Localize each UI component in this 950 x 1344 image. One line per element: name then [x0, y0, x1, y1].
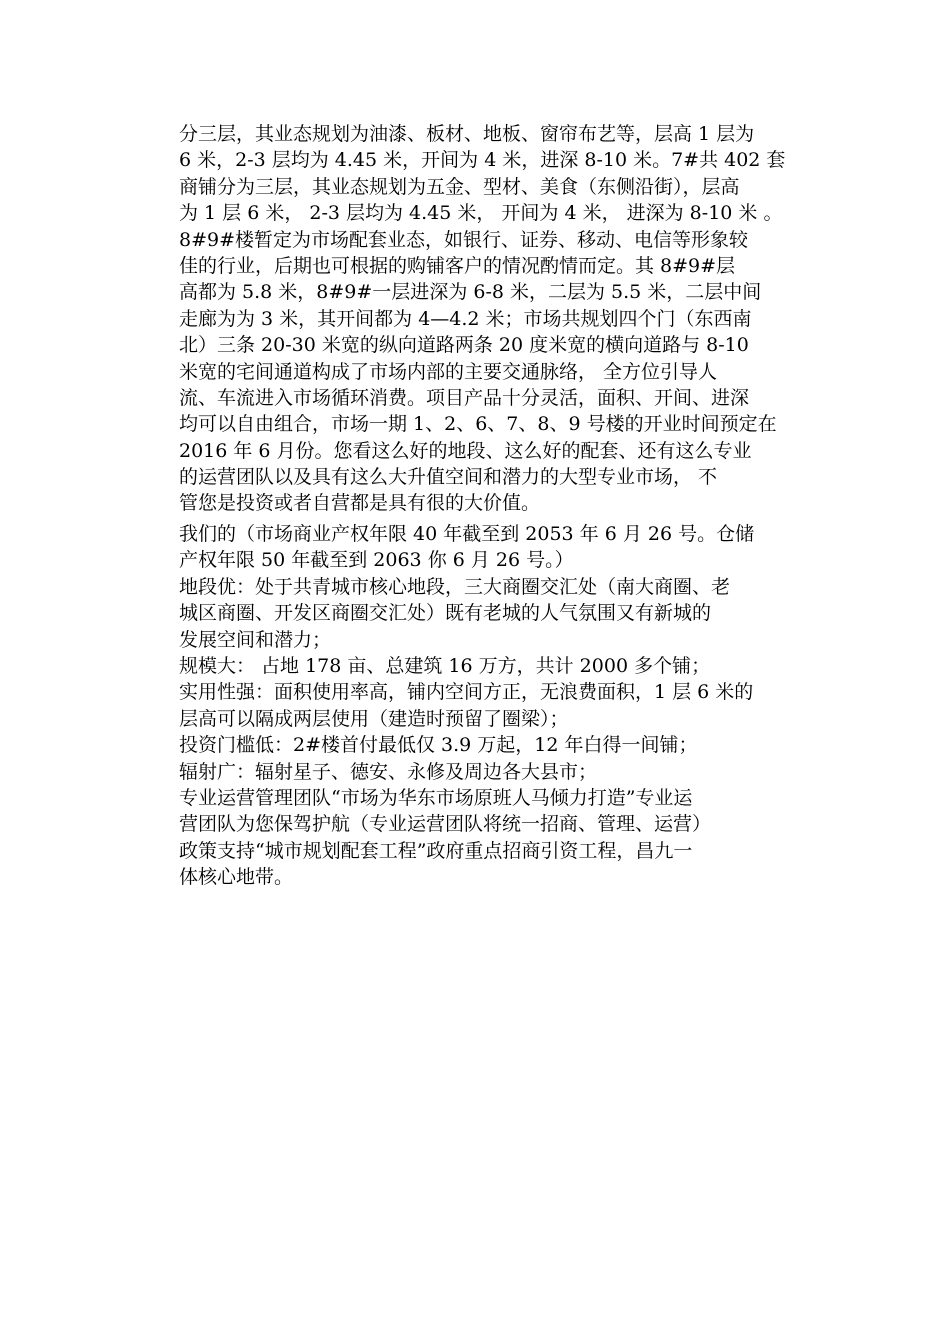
text-line: 实用性强：面积使用率高，铺内空间方正，无浪费面积，1 层 6 米的: [179, 681, 754, 704]
text-line: 8#9#楼暂定为市场配套业态，如银行、证券、移动、电信等形象较: [179, 228, 749, 251]
text-line: 我们的（市场商业产权年限 40 年截至到 2053 年 6 月 26 号。仓储: [179, 523, 755, 545]
text-line: 6 米，2-3 层均为 4.45 米，开间为 4 米，进深 8-10 米。7#共 402 套: [179, 149, 786, 172]
text-line: 层高可以隔成两层使用（建造时预留了圈梁）；: [179, 707, 569, 730]
text-line: 为 1 层 6 米， 2-3 层均为 4.45 米， 开间为 4 米， 进深为 8-10 米 。: [179, 202, 783, 225]
text-line: 走廊为为 3 米，其开间都为 4—4.2 米；市场共规划四个门（东西南: [179, 307, 752, 330]
text-line: 营团队为您保驾护航（专业运营团队将统一招商、管理、运营）: [179, 813, 712, 836]
text-line: 的运营团队以及具有这么大升值空间和潜力的大型专业市场， 不: [179, 466, 718, 489]
text-line: 流、车流进入市场循环消费。项目产品十分灵活，面积、开间、进深: [179, 386, 750, 409]
text-line: 2016 年 6 月份。您看这么好的地段、这么好的配套、还有这么专业: [179, 439, 752, 462]
text-line: 地段优：处于共青城市核心地段，三大商圈交汇处（南大商圈、老: [179, 575, 731, 598]
text-line: 发展空间和潜力；: [179, 628, 332, 651]
text-line: 佳的行业，后期也可根据的购铺客户的情况酌情而定。其 8#9#层: [179, 254, 736, 277]
text-line: 北）三条 20-30 米宽的纵向道路两条 20 度米宽的横向道路与 8-10: [179, 334, 749, 357]
text-line: 城区商圈、开发区商圈交汇处）既有老城的人气氛围又有新城的: [179, 602, 712, 625]
text-line: 管您是投资或者自营都是具有很的大价值。: [179, 492, 541, 515]
text-line: 高都为 5.8 米，8#9#一层进深为 6-8 米，二层为 5.5 米，二层中间: [179, 281, 762, 304]
text-line: 产权年限 50 年截至到 2063 你 6 月 26 号。）: [179, 549, 574, 572]
text-line: 辐射广：辐射星子、德安、永修及周边各大县市；: [179, 760, 598, 783]
text-line: 专业运营管理团队“市场为华东市场原班人马倾力打造”专业运: [179, 786, 693, 809]
market-advantages-paragraph: [179, 521, 819, 890]
text-line: 投资门槛低：2#楼首付最低仅 3.9 万起，12 年白得一间铺；: [179, 734, 698, 757]
text-line: 规模大： 占地 178 亩、总建筑 16 万方，共计 2000 多个铺；: [179, 654, 711, 677]
text-line: 分三层，其业态规划为油漆、板材、地板、窗帘布艺等，层高 1 层为: [179, 123, 755, 145]
project-description-paragraph: [179, 121, 819, 517]
text-line: 均可以自由组合，市场一期 1、2、6、7、8、9 号楼的开业时间预定在: [179, 413, 777, 436]
text-line: 米宽的宅间通道构成了市场内部的主要交通脉络， 全方位引导人: [179, 360, 718, 383]
text-line: 体核心地带。: [179, 866, 294, 889]
text-line: 政策支持“城市规划配套工程”政府重点招商引资工程，昌九一: [179, 839, 693, 862]
text-line: 商铺分为三层，其业态规划为五金、型材、美食（东侧沿街），层高: [179, 175, 740, 198]
